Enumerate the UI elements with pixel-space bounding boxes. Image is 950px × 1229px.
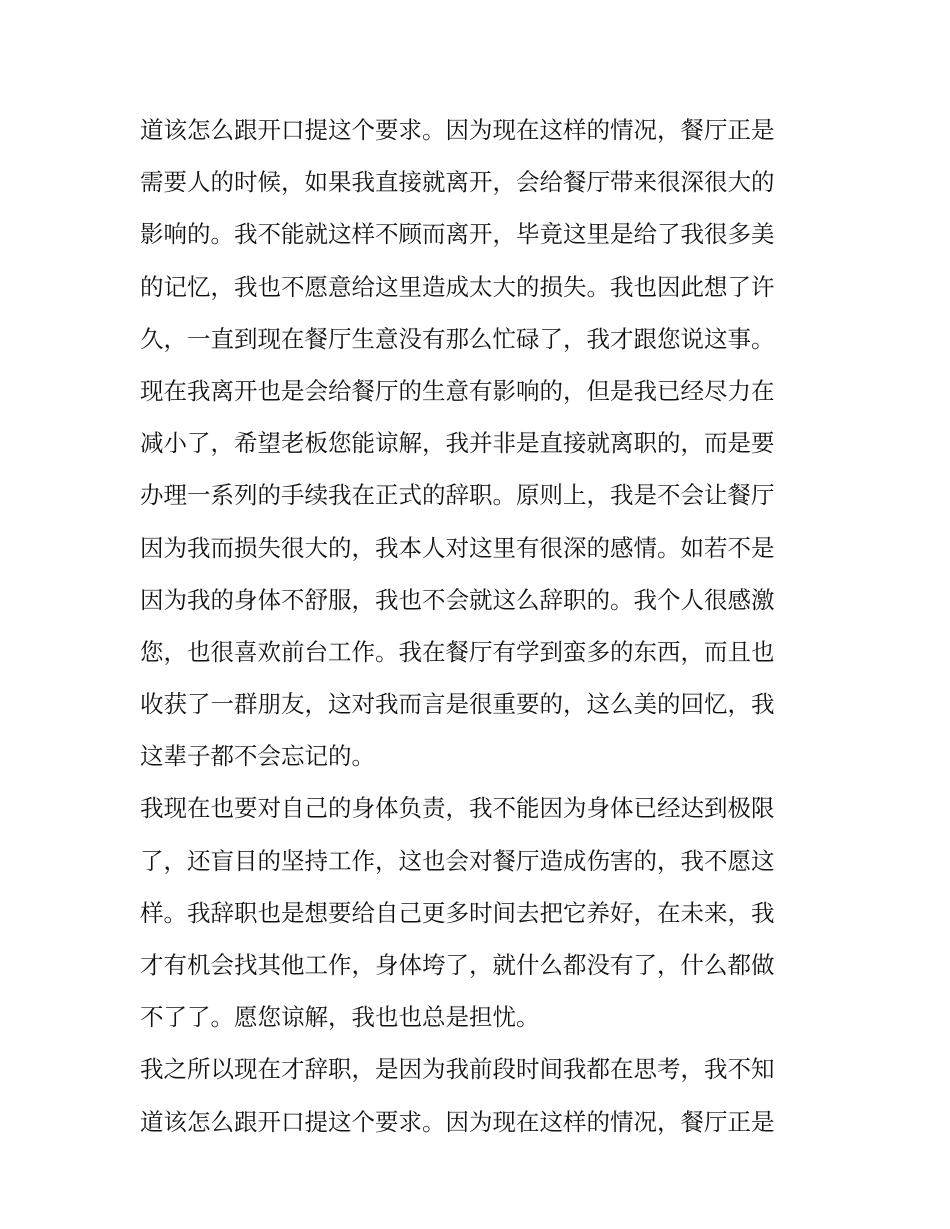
text-line: 的记忆，我也不愿意给这里造成太大的损失。我也因此想了许 [140,272,775,301]
text-line: 您，也很喜欢前台工作。我在餐厅有学到蛮多的东西，而且也 [140,637,775,666]
text-line: 影响的。我不能就这样不顾而离开，毕竟这里是给了我很多美 [140,220,775,249]
text-line: 因为我的身体不舒服，我也不会就这么辞职的。我个人很感激 [140,585,775,614]
text-line: 这辈子都不会忘记的。 [140,742,375,771]
text-line: 样。我辞职也是想要给自己更多时间去把它养好，在未来，我 [140,898,775,927]
text-line: 我现在也要对自己的身体负责，我不能因为身体已经达到极限 [140,794,775,823]
text-line: 现在我离开也是会给餐厅的生意有影响的，但是我已经尽力在 [140,376,775,405]
text-line: 久，一直到现在餐厅生意没有那么忙碌了，我才跟您说这事。 [140,324,775,353]
text-line: 减小了，希望老板您能谅解，我并非是直接就离职的，而是要 [140,429,775,458]
text-line: 了，还盲目的坚持工作，这也会对餐厅造成伤害的，我不愿这 [140,846,775,875]
text-line: 因为我而损失很大的，我本人对这里有很深的感情。如若不是 [140,533,775,562]
text-line: 需要人的时候，如果我直接就离开，会给餐厅带来很深很大的 [140,168,775,197]
text-line: 道该怎么跟开口提这个要求。因为现在这样的情况，餐厅正是 [140,116,775,144]
body-text [140,104,820,1148]
text-line: 我之所以现在才辞职，是因为我前段时间我都在思考，我不知 [140,1055,775,1084]
text-line: 道该怎么跟开口提这个要求。因为现在这样的情况，餐厅正是 [140,1107,775,1136]
text-line: 收获了一群朋友，这对我而言是很重要的，这么美的回忆，我 [140,690,775,719]
text-line: 办理一系列的手续我在正式的辞职。原则上，我是不会让餐厅 [140,481,775,510]
text-line: 才有机会找其他工作，身体垮了，就什么都没有了，什么都做 [140,951,775,979]
text-line: 不了了。愿您谅解，我也也总是担忧。 [140,1003,540,1032]
